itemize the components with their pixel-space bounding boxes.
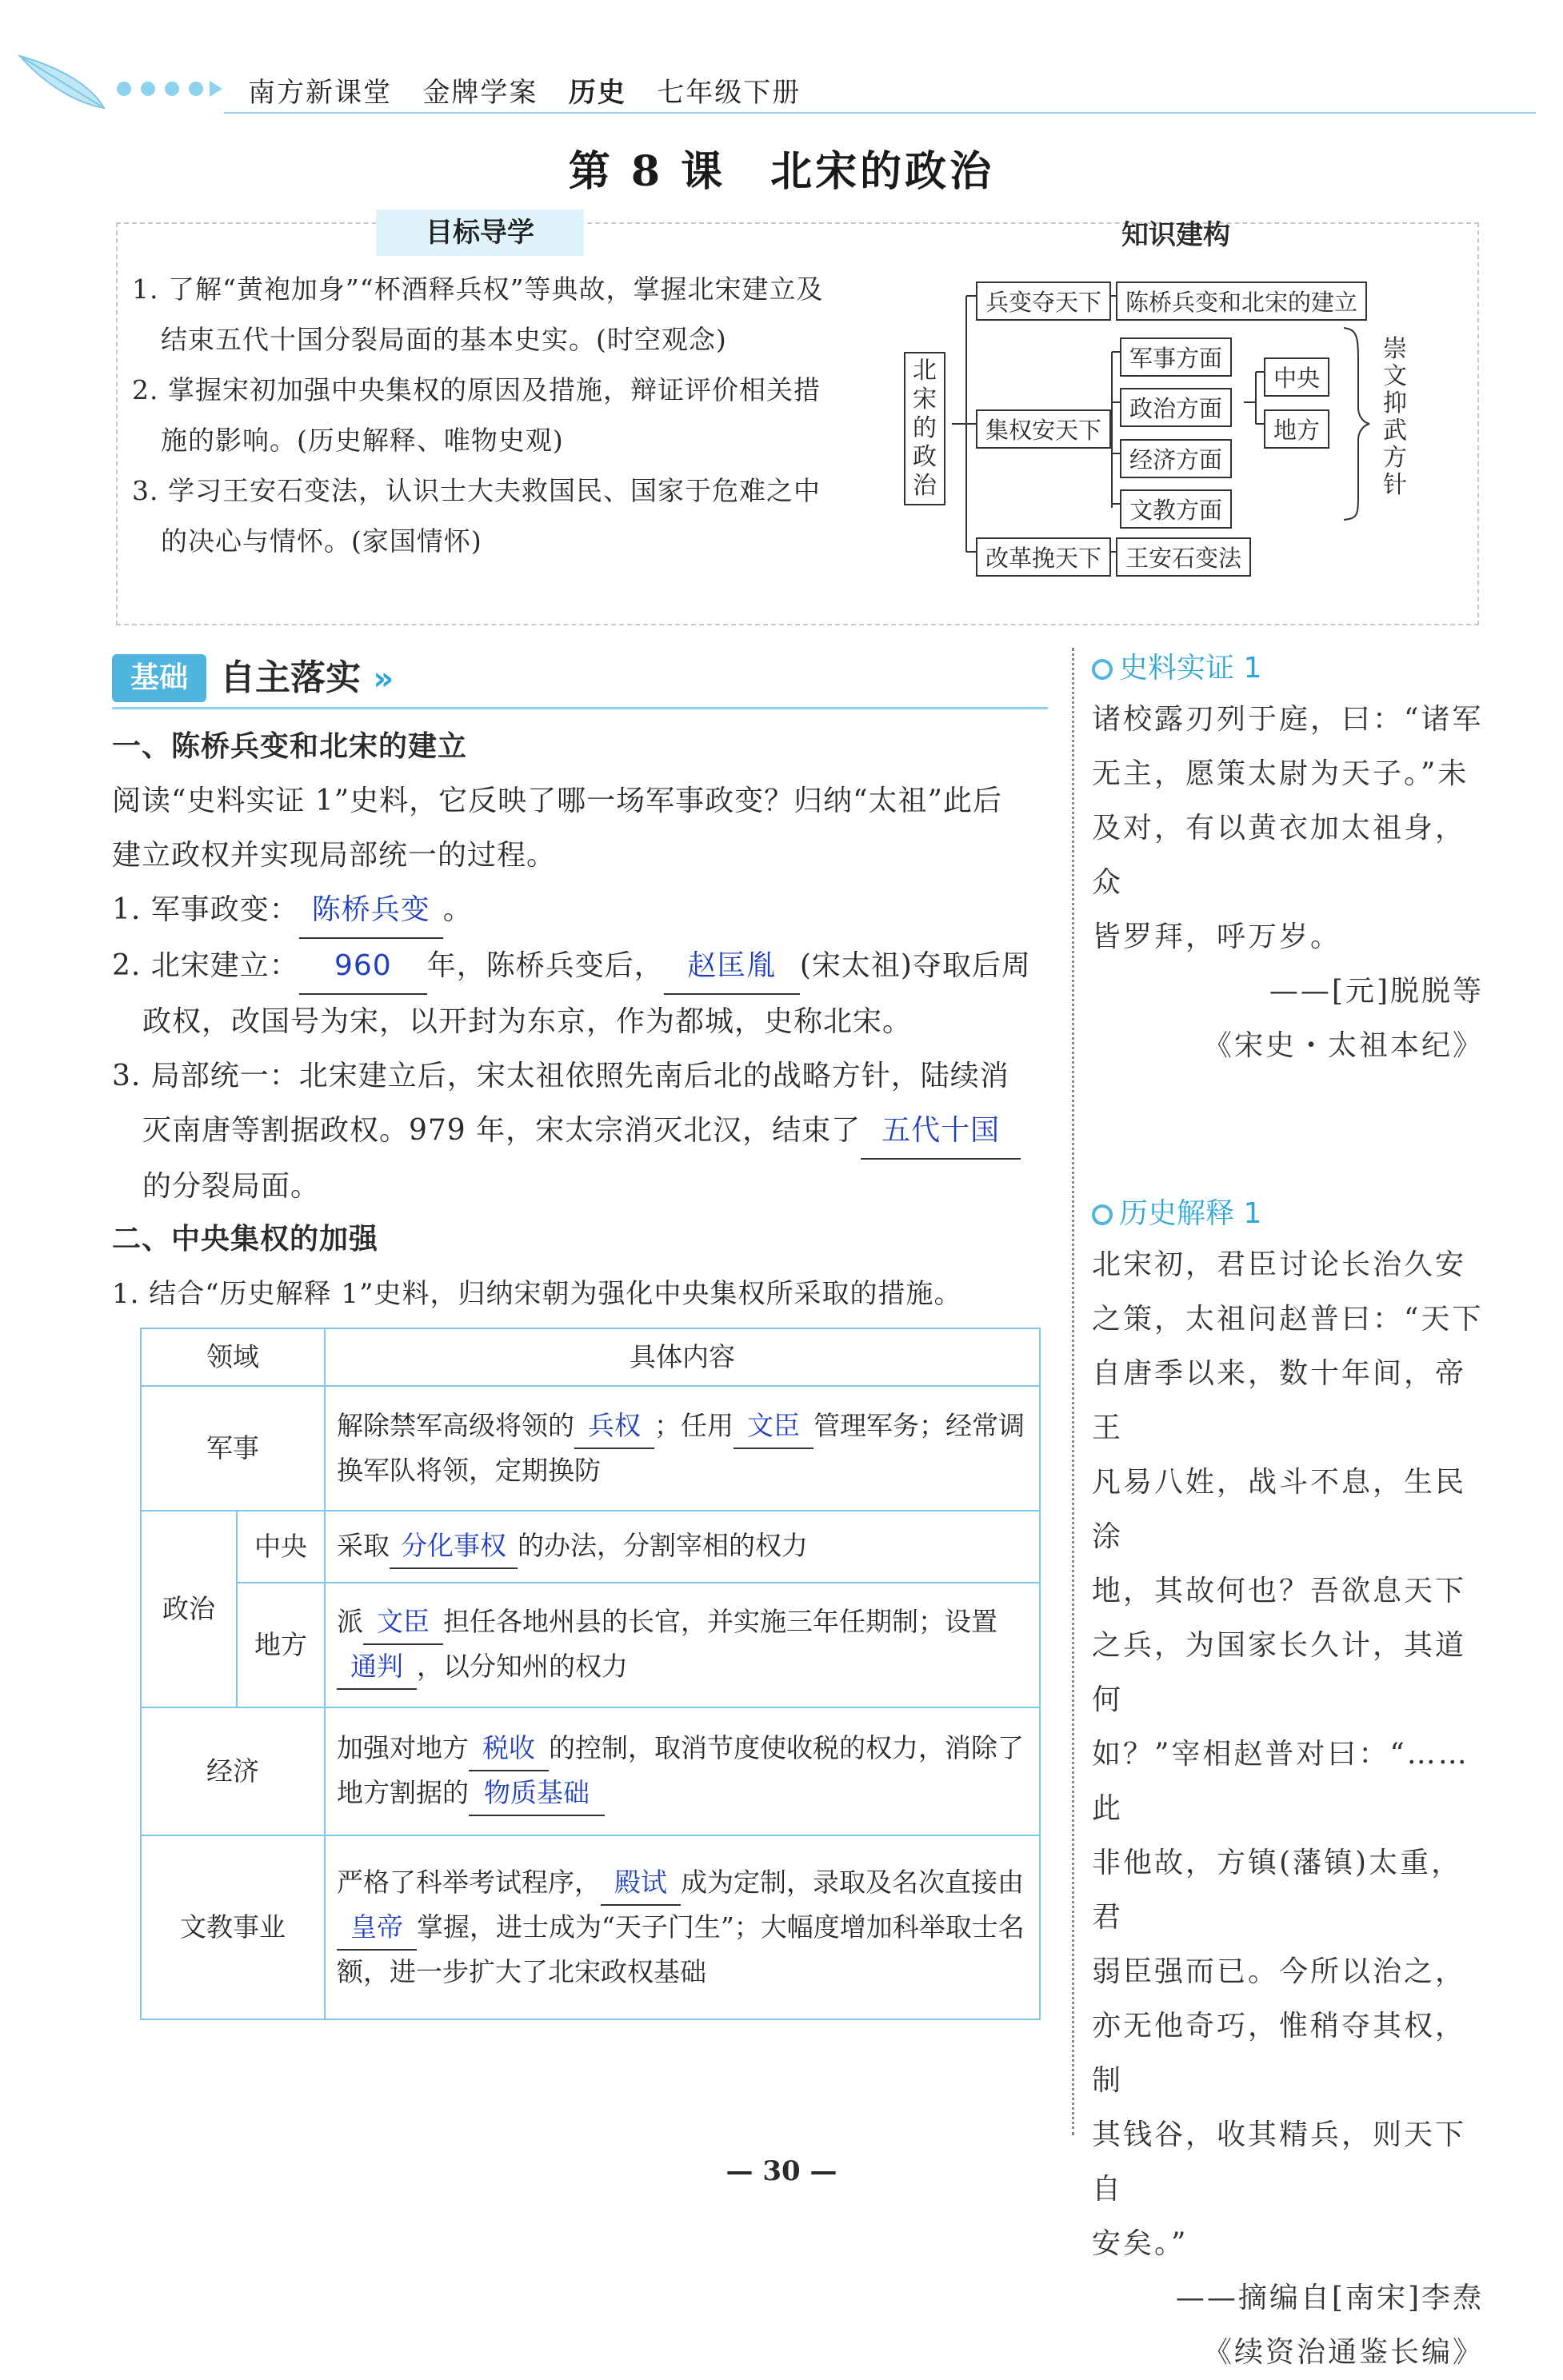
knowledge-sub-political: 政治方面 bbox=[1120, 388, 1232, 427]
part1-q2: 2. 北宋建立： 960 年，陈桥兵变后， 赵匡胤 (宋太祖)夺取后周 bbox=[112, 939, 1056, 995]
table-cell-economic: 加强对地方 税收 的控制，取消节度使收税的权力，消除了 地方割据的 物质基础 bbox=[325, 1707, 1040, 1835]
source1 bbox=[1092, 645, 1484, 1073]
sidebar-divider bbox=[1072, 648, 1074, 2135]
knowledge-sub-culture: 文教方面 bbox=[1120, 489, 1232, 529]
part1 bbox=[112, 720, 1056, 1214]
source2-line: 自唐季以来，数十年间，帝王 bbox=[1092, 1357, 1467, 1444]
answer-blank[interactable]: 皇帝 bbox=[337, 1906, 417, 1951]
knowledge-branch3-leaf: 王安石变法 bbox=[1116, 537, 1251, 577]
objective-item: 2. 掌握宋初加强中央集权的原因及措施，辩证评价相关措 bbox=[132, 374, 821, 405]
section-arrows: » bbox=[373, 661, 394, 697]
section-badge: 基础 bbox=[112, 654, 206, 702]
source2-author: ——摘编自[南宋]李焘 bbox=[1175, 2282, 1484, 2314]
lesson-title: 第 8 课 北宋的政治 bbox=[568, 147, 995, 196]
source2-book: 《续资治通鉴长编》 bbox=[1202, 2336, 1484, 2369]
objective-item: 的决心与情怀。(家国情怀) bbox=[161, 525, 482, 557]
header-grade: 七年级下册 bbox=[657, 77, 801, 109]
knowledge-branch3: 改革挽天下 bbox=[976, 537, 1111, 577]
header-rule bbox=[224, 112, 1536, 114]
header-feather-icon bbox=[16, 48, 112, 123]
table-cell-local: 派 文臣 担任各地州县的长官，并实施三年任期制；设置 通判 ，以分知州的权力 bbox=[325, 1583, 1040, 1707]
source2-line: 安矣。” bbox=[1092, 2227, 1189, 2260]
source1-title: 史料实证 1 bbox=[1092, 645, 1484, 693]
source1-line: 诸校露刃列于庭，曰：“诸军 bbox=[1092, 703, 1484, 736]
source2-line: 之策，太祖问赵普曰：“天下 bbox=[1092, 1303, 1484, 1336]
table-label-military: 军事 bbox=[141, 1386, 325, 1511]
answer-blank[interactable]: 赵匡胤 bbox=[664, 939, 800, 995]
answer-blank[interactable]: 分化事权 bbox=[390, 1524, 518, 1569]
answer-blank[interactable]: 兵权 bbox=[574, 1404, 654, 1449]
objective-item: 施的影响。(历史解释、唯物史观) bbox=[161, 425, 564, 456]
objective-item: 结束五代十国分裂局面的基本史实。(时空观念) bbox=[161, 324, 727, 355]
source2-line: 之兵，为国家长久计，其道何 bbox=[1092, 1629, 1467, 1716]
source1-line: 皆罗拜，呼万岁。 bbox=[1092, 920, 1342, 953]
knowledge-policy: 崇文抑武方针 bbox=[1383, 335, 1407, 499]
knowledge-sub-military: 军事方面 bbox=[1120, 337, 1232, 377]
knowledge-title: 知识建构 bbox=[1121, 219, 1230, 251]
table-cell-culture: 严格了科举考试程序， 殿试 成为定制，录取及名次直接由 皇帝 掌握，进士成为“天子门生”；大幅度增加科举取士名 额，进一步扩大了北宋政权基础 bbox=[325, 1835, 1040, 2019]
header-book: 金牌学案 bbox=[422, 77, 538, 109]
objectives-list bbox=[132, 264, 852, 566]
part2-heading: 二、中央集权的加强 bbox=[112, 1223, 379, 1256]
table-cell-military: 解除禁军高级将领的 兵权 ；任用 文臣 管理军务；经常调 换军队将领，定期换防 bbox=[325, 1386, 1040, 1511]
header-series: 南方新课堂 bbox=[248, 77, 392, 109]
source1-book: 《宋史・太祖本纪》 bbox=[1202, 1029, 1484, 1062]
source2-line: 地，其故何也？吾欲息天下 bbox=[1092, 1575, 1467, 1607]
knowledge-local: 地方 bbox=[1264, 409, 1329, 449]
table-header-row bbox=[141, 1328, 1040, 1386]
header-subject: 历史 bbox=[568, 77, 626, 109]
answer-blank[interactable]: 税收 bbox=[469, 1727, 549, 1771]
answer-blank[interactable]: 物质基础 bbox=[469, 1771, 605, 1816]
table-row-culture bbox=[141, 1835, 1040, 2019]
table-row-military bbox=[141, 1386, 1040, 1511]
table-label-local: 地方 bbox=[237, 1583, 325, 1707]
source2-line: 亦无他奇巧，惟稍夺其权，制 bbox=[1092, 2010, 1467, 2097]
source2-title: 历史解释 1 bbox=[1092, 1190, 1484, 1238]
part2-intro: 1. 结合“历史解释 1”史料，归纳宋朝为强化中央集权所采取的措施。 bbox=[112, 1278, 962, 1310]
answer-blank[interactable]: 文臣 bbox=[363, 1600, 443, 1645]
table-label-economic: 经济 bbox=[141, 1707, 325, 1835]
part1-intro-line: 阅读“史料实证 1”史料，它反映了哪一场军事政变？归纳“太祖”此后 bbox=[112, 785, 1002, 817]
table-cell-central: 采取 分化事权 的办法，分割宰相的权力 bbox=[325, 1511, 1040, 1583]
header-title bbox=[248, 70, 801, 110]
source2-line: 凡易八姓，战斗不息，生民涂 bbox=[1092, 1466, 1467, 1553]
section-rule bbox=[112, 707, 1048, 709]
table-row-central bbox=[141, 1511, 1040, 1583]
section-title: 自主落实 » bbox=[220, 657, 394, 698]
table-label-central: 中央 bbox=[237, 1511, 325, 1583]
source2 bbox=[1092, 1190, 1484, 2380]
answer-blank[interactable]: 960 bbox=[299, 939, 427, 995]
part2 bbox=[112, 1212, 1056, 1321]
objective-item: 3. 学习王安石变法，认识士大夫救国民、国家于危难之中 bbox=[132, 475, 821, 506]
page-number: — 30 — bbox=[726, 2155, 837, 2187]
answer-blank[interactable]: 通判 bbox=[337, 1645, 417, 1690]
source2-line: 北宋初，君臣讨论长治久安 bbox=[1092, 1248, 1467, 1281]
bullet-circle-icon bbox=[1092, 1204, 1113, 1225]
table-header-domain: 领域 bbox=[141, 1328, 325, 1386]
knowledge-central: 中央 bbox=[1264, 357, 1329, 397]
part1-intro-line: 建立政权并实现局部统一的过程。 bbox=[112, 839, 557, 872]
objectives-title: 目标导学 bbox=[376, 210, 584, 256]
source1-line: 及对，有以黄衣加太祖身，众 bbox=[1092, 812, 1467, 899]
source2-line: 弱臣强而已。今所以治之， bbox=[1092, 1955, 1467, 1988]
knowledge-branch2: 集权安天下 bbox=[976, 409, 1111, 449]
table-label-culture: 文教事业 bbox=[141, 1835, 325, 2019]
table-row-local bbox=[141, 1583, 1040, 1707]
answer-blank[interactable]: 殿试 bbox=[601, 1861, 681, 1906]
knowledge-branch1-leaf: 陈桥兵变和北宋的建立 bbox=[1116, 282, 1367, 321]
source1-line: 无主，愿策太尉为天子。”未 bbox=[1092, 757, 1469, 790]
header-dots-icon bbox=[112, 77, 224, 104]
measures-table bbox=[140, 1328, 1041, 2020]
source2-line: 如？”宰相赵普对曰：“……此 bbox=[1092, 1738, 1469, 1825]
part1-q3-line3: 的分裂局面。 bbox=[142, 1170, 321, 1203]
source1-author: ——[元]脱脱等 bbox=[1269, 975, 1484, 1008]
part1-q2-line2: 政权，改国号为宋，以开封为东京，作为都城，史称北宋。 bbox=[142, 1005, 913, 1038]
bullet-circle-icon bbox=[1092, 659, 1113, 680]
part1-q1: 1. 军事政变： 陈桥兵变 。 bbox=[112, 883, 1056, 939]
table-row-economic bbox=[141, 1707, 1040, 1835]
part1-heading: 一、陈桥兵变和北宋的建立 bbox=[112, 730, 468, 763]
table-label-political: 政治 bbox=[141, 1511, 237, 1707]
answer-blank[interactable]: 陈桥兵变 bbox=[299, 883, 443, 939]
knowledge-sub-economic: 经济方面 bbox=[1120, 439, 1232, 478]
knowledge-branch1: 兵变夺天下 bbox=[976, 282, 1111, 321]
objective-item: 1. 了解“黄袍加身”“杯酒释兵权”等典故，掌握北宋建立及 bbox=[132, 274, 824, 305]
table-header-content: 具体内容 bbox=[325, 1328, 1040, 1386]
part1-q3-line1: 3. 局部统一：北宋建立后，宋太祖依照先南后北的战略方针，陆续消 bbox=[112, 1060, 1009, 1092]
source2-line: 其钱谷，收其精兵，则天下自 bbox=[1092, 2118, 1467, 2206]
answer-blank[interactable]: 五代十国 bbox=[861, 1104, 1021, 1160]
answer-blank[interactable]: 文臣 bbox=[734, 1404, 813, 1449]
part1-q3-line2: 灭南唐等割据政权。979 年，宋太宗消灭北汉，结束了 五代十国 bbox=[112, 1104, 1056, 1160]
knowledge-root: 北宋的政治 bbox=[904, 352, 945, 505]
source2-line: 非他故，方镇(藩镇)太重，君 bbox=[1092, 1847, 1463, 1934]
